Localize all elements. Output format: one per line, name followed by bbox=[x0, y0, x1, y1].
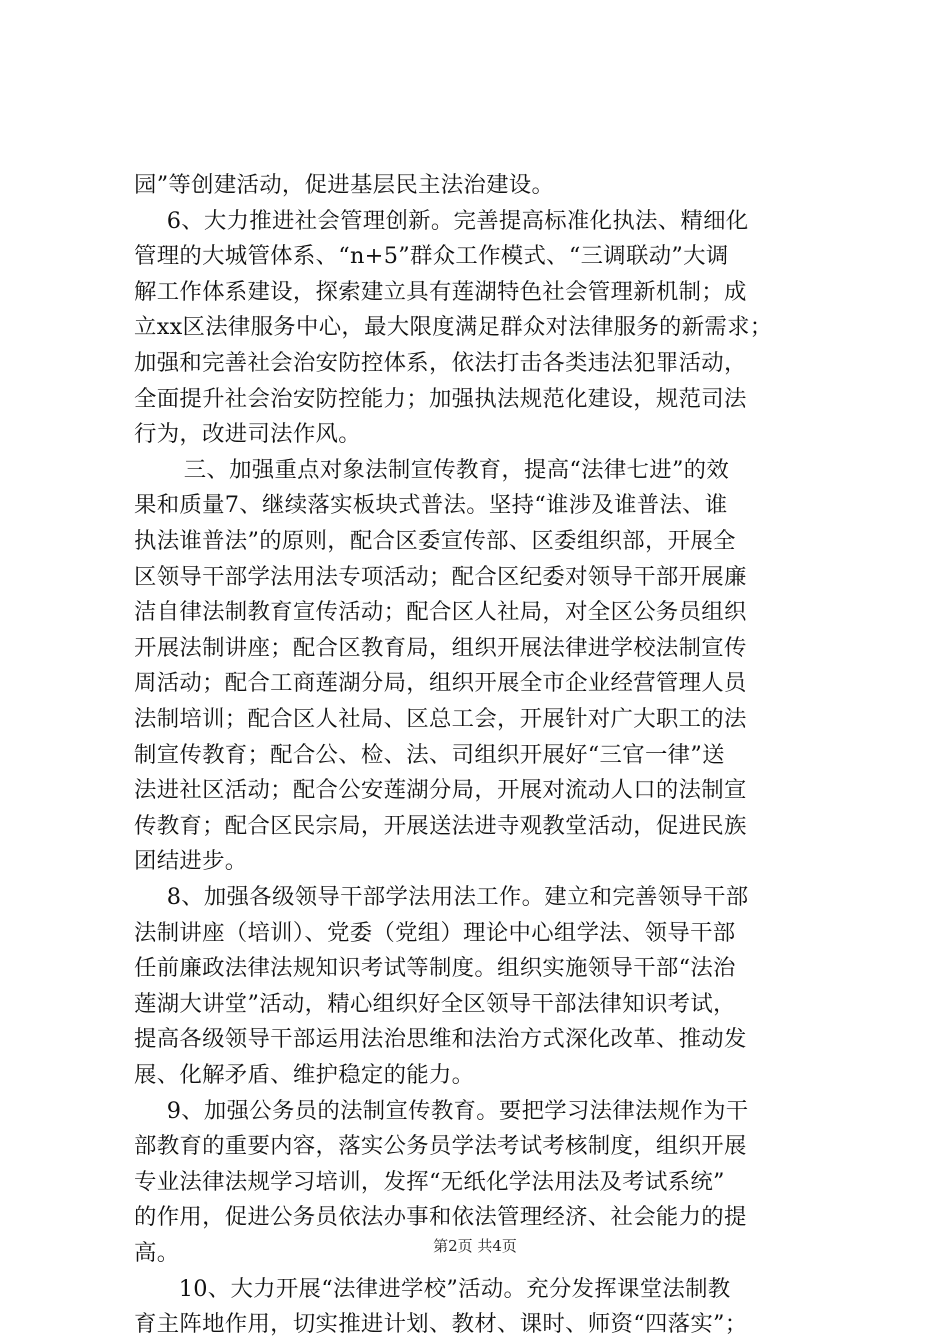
text-line: 果和质量7、继续落实板块式普法。坚持“谁涉及谁普法、谁 bbox=[134, 492, 728, 519]
text-line: 执法谁普法”的原则，配合区委宣传部、区委组织部，开展全 bbox=[134, 528, 736, 554]
text-line: 6、大力推进社会管理创新。完善提高标准化执法、精细化 bbox=[144, 207, 749, 234]
text-line: 开展法制讲座；配合区教育局，组织开展法律进学校法制宣传 bbox=[134, 634, 747, 661]
text-line: 提高各级领导干部运用法治思维和法治方式深化改革、推动发 bbox=[134, 1026, 747, 1053]
text-line: 区领导干部学法用法专项活动；配合区纪委对领导干部开展廉 bbox=[134, 563, 747, 590]
text-line: 全面提升社会治安防控能力；加强执法规范化建设，规范司法 bbox=[134, 385, 747, 412]
text-line: 9、加强公务员的法制宣传教育。要把学习法律法规作为干 bbox=[144, 1097, 749, 1124]
text-line: 团结进步。 bbox=[134, 848, 248, 875]
text-line: 10、大力开展“法律进学校”活动。充分发挥课堂法制教 bbox=[156, 1275, 731, 1302]
text-line: 解工作体系建设，探索建立具有莲湖特色社会管理新机制；成 bbox=[134, 278, 747, 305]
text-line: 管理的大城管体系、“n+5”群众工作模式、“三调联动”大调 bbox=[134, 243, 729, 270]
text-line: 育主阵地作用，切实推进计划、教材、课时、师资“四落实”； bbox=[134, 1311, 748, 1338]
text-line: 制宣传教育；配合公、检、法、司组织开展好“三官一律”送 bbox=[134, 741, 725, 768]
text-line: 高。 bbox=[134, 1240, 180, 1266]
text-line: 法进社区活动；配合公安莲湖分局，开展对流动人口的法制宣 bbox=[134, 777, 747, 804]
text-line: 传教育；配合区民宗局，开展送法进寺观教堂活动，促进民族 bbox=[134, 812, 747, 839]
text-line: 法制讲座（培训）、党委（党组）理论中心组学法、领导干部 bbox=[134, 919, 736, 946]
text-line: 周活动；配合工商莲湖分局，组织开展全市企业经营管理人员 bbox=[134, 670, 747, 697]
text-line: 专业法律法规学习培训，发挥“无纸化学法用法及考试系统” bbox=[134, 1168, 725, 1195]
page-number-footer: 第2页 共4页 bbox=[433, 1237, 517, 1255]
text-line: 8、加强各级领导干部学法用法工作。建立和完善领导干部 bbox=[144, 884, 749, 910]
text-line: 部教育的重要内容，落实公务员学法考试考核制度，组织开展 bbox=[134, 1133, 747, 1160]
text-line: 三、加强重点对象法制宣传教育，提高“法律七进”的效 bbox=[161, 456, 730, 483]
text-line: 园”等创建活动，促进基层民主法治建设。 bbox=[134, 172, 555, 198]
text-line: 洁自律法制教育宣传活动；配合区人社局，对全区公务员组织 bbox=[134, 599, 747, 626]
text-line: 莲湖大讲堂”活动，精心组织好全区领导干部法律知识考试， bbox=[134, 990, 736, 1017]
text-line: 展、化解矛盾、维护稳定的能力。 bbox=[134, 1062, 475, 1088]
text-line: 法制培训；配合区人社局、区总工会，开展针对广大职工的法 bbox=[134, 706, 747, 732]
text-line: 加强和完善社会治安防控体系，依法打击各类违法犯罪活动， bbox=[134, 350, 747, 376]
text-line: 行为，改进司法作风。 bbox=[134, 421, 361, 448]
text-line: 的作用，促进公务员依法办事和依法管理经济、社会能力的提 bbox=[134, 1204, 747, 1231]
text-line: 任前廉政法律法规知识考试等制度。组织实施领导干部“法治 bbox=[134, 955, 736, 982]
text-line: 立xx区法律服务中心，最大限度满足群众对法律服务的新需求； bbox=[134, 314, 773, 341]
